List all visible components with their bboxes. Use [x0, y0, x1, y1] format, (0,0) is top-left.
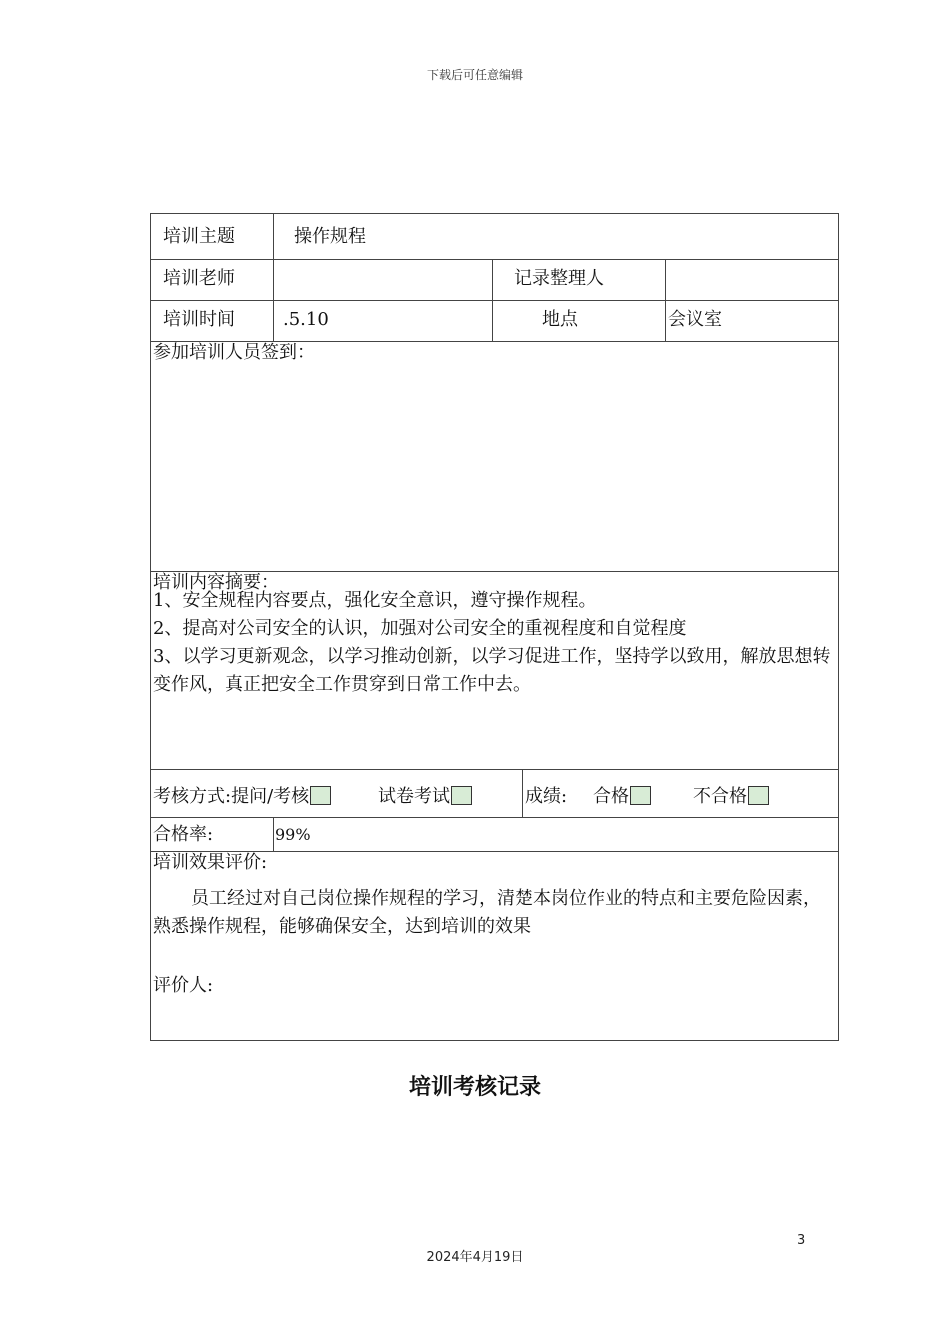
- header-note: 下载后可任意编辑: [426, 68, 523, 82]
- assess-method-label: 考核方式:提问/考核: [153, 786, 310, 807]
- pass-rate-value: 99%: [275, 825, 311, 844]
- fail-label: 不合格: [693, 786, 747, 807]
- recorder-label: 记录整理人: [514, 268, 604, 289]
- pass-label: 合格: [593, 786, 629, 807]
- summary-item: 1、安全规程内容要点，强化安全意识，遵守操作规程。: [153, 590, 597, 611]
- assess-method: [153, 786, 331, 808]
- column-divider: [522, 769, 523, 817]
- signin-label: 参加培训人员签到：: [153, 342, 315, 363]
- column-divider: [273, 817, 274, 851]
- row-divider: [151, 259, 838, 260]
- topic-label: 培训主题: [163, 226, 235, 247]
- exam-checkbox[interactable]: [451, 786, 472, 805]
- summary-item: 3、以学习更新观念，以学习推动创新，以学习促进工作，坚持学以致用，解放思想转变作风，真正把安全工作贯穿到日常工作中去。: [153, 646, 831, 695]
- teacher-label: 培训老师: [163, 268, 235, 289]
- row-divider: [151, 817, 838, 818]
- column-divider: [273, 214, 274, 341]
- page-number: 3: [797, 1233, 806, 1248]
- time-value: .5.10: [283, 309, 329, 330]
- assess-checkbox[interactable]: [310, 786, 331, 805]
- fail-checkbox[interactable]: [748, 786, 769, 805]
- summary-label: 培训内容摘要：: [153, 572, 279, 593]
- row-divider: [151, 769, 838, 770]
- row-divider: [151, 300, 838, 301]
- effect-label: 培训效果评价:: [153, 852, 268, 873]
- pass-option: [593, 786, 651, 808]
- column-divider: [665, 259, 666, 341]
- column-divider: [492, 259, 493, 341]
- pass-rate-label: 合格率:: [153, 824, 214, 845]
- exam-label: 试卷考试: [378, 786, 450, 807]
- summary-item: 2、提高对公司安全的认识，加强对公司安全的重视程度和自觉程度: [153, 618, 687, 639]
- effect-text: 员工经过对自己岗位操作规程的学习，清楚本岗位作业的特点和主要危险因素，熟悉操作规程，能够确保安全，达到培训的效果: [153, 888, 821, 937]
- exam-option: [378, 786, 472, 808]
- place-label: 地点: [542, 309, 578, 330]
- score-label: 成绩:: [525, 786, 568, 807]
- time-label: 培训时间: [163, 309, 235, 330]
- evaluator-label: 评价人:: [153, 975, 214, 996]
- fail-option: [693, 786, 769, 808]
- footer-date: 2024年4月19日: [426, 1250, 524, 1265]
- pass-checkbox[interactable]: [630, 786, 651, 805]
- training-record-form: [150, 213, 839, 1041]
- page-title: 培训考核记录: [408, 1075, 541, 1100]
- place-value: 会议室: [668, 309, 722, 330]
- topic-value: 操作规程: [294, 226, 366, 247]
